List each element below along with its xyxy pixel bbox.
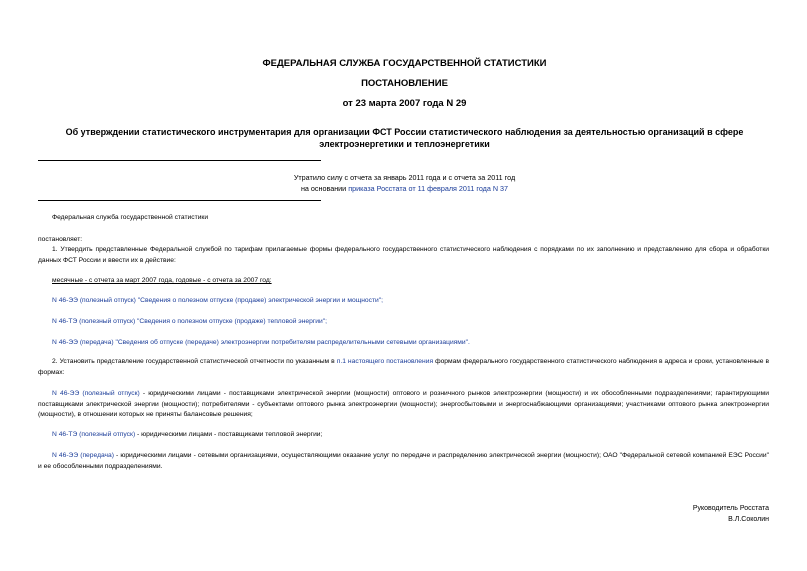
issuer-text: Федеральная служба государственной статистики bbox=[52, 214, 209, 221]
signature-position: Руководитель Росстата bbox=[692, 505, 769, 512]
document-title-line1: Об утверждении статистического инструментария для организации ФСТ России статистического наблюдения за деятельностью организаций в сфере bbox=[65, 127, 744, 137]
respondents-46ee-transfer-text: - юридическими лицами - сетевыми организациями, осуществляющими оказание услуг по передаче и распределению электрической энергии (мощности); ОАО "Федеральной сетевой компанией ЕЭС России" и ее обособленными подразделениями. bbox=[38, 452, 769, 470]
respondents-46ee-transfer bbox=[38, 451, 769, 472]
resolves-text: постановляет: bbox=[38, 236, 83, 243]
item-2-prefix: 2. Установить представление государственной статистической отчетности по указанным в bbox=[52, 358, 337, 365]
agency-name: ФЕДЕРАЛЬНАЯ СЛУЖБА ГОСУДАРСТВЕННОЙ СТАТИСТИКИ bbox=[262, 58, 547, 69]
form-46ee-transfer-ref-link[interactable]: N 46-ЭЭ (передача) bbox=[52, 452, 114, 459]
document-date-number: от 23 марта 2007 года N 29 bbox=[342, 98, 467, 109]
respondents-46ee-useful bbox=[38, 389, 769, 421]
item-1-paragraph: 1. Утвердить представленные Федеральной службой по тарифам прилагаемые формы федерального государственного статистического наблюдения с порядками по их заполнению и представлению для сбора и обработки данных ФСТ России и ввести их в действие: bbox=[38, 246, 769, 264]
form-46te-useful-ref-link[interactable]: N 46-ТЭ (полезный отпуск) bbox=[52, 431, 136, 438]
divider-bottom bbox=[38, 200, 321, 201]
divider-top bbox=[38, 160, 321, 161]
respondents-46ee-useful-text: - юридическими лицами - поставщиками электрической энергии (мощности) оптового и розничного рынков электроэнергии (мощности) и их обособленными подразделениями; гарантирующими поставщиками электрической энергии (мощности); потребителями - субъектами оптового рынка электроэнергии (мощности); энергосбытовыми и энергоснабжающими организациями; участниками оптового рынка электроэнергии (мощности), в отношении которых не приняты балансовые решения; bbox=[38, 390, 769, 418]
item-2-suffix: формам федерального государственного статистического наблюдения в адреса и сроки, установленные в формах: bbox=[38, 358, 769, 376]
repeal-order-link[interactable]: приказа Росстата от 11 февраля 2011 года N 37 bbox=[348, 183, 509, 193]
respondents-46te-useful bbox=[38, 430, 769, 441]
periodicity-text: месячные - с отчета за март 2007 года, годовые - с отчета за 2007 год: bbox=[52, 277, 272, 284]
validity-note-line1: Утратило силу с отчета за январь 2011 года и с отчета за 2011 год bbox=[293, 173, 516, 182]
respondents-46te-useful-text: - юридическими лицами - поставщиками тепловой энергии; bbox=[135, 431, 323, 438]
validity-note-prefix: на основании bbox=[300, 183, 349, 193]
item-2-paragraph bbox=[38, 357, 769, 378]
validity-note bbox=[40, 173, 769, 194]
form-46ee-useful-ref-link[interactable]: N 46-ЭЭ (полезный отпуск) bbox=[52, 390, 140, 397]
form-46ee-transfer-link[interactable]: N 46-ЭЭ (передача) "Сведения об отпуске (передаче) электроэнергии потребителям распределительными сетевыми организациями". bbox=[52, 339, 470, 346]
validity-note-line2 bbox=[40, 184, 769, 195]
signature-name: В.Л.Соколин bbox=[728, 516, 769, 523]
signature-block bbox=[693, 503, 769, 525]
document-title-line2: электроэнергетики и теплоэнергетики bbox=[319, 139, 490, 149]
item-1-reference-link[interactable]: п.1 настоящего постановления bbox=[336, 358, 434, 365]
document-type: ПОСТАНОВЛЕНИЕ bbox=[361, 78, 448, 89]
document-title bbox=[40, 126, 769, 150]
form-46ee-useful-link[interactable]: N 46-ЭЭ (полезный отпуск) "Сведения о полезном отпуске (продаже) электрической энергии и мощности"; bbox=[52, 297, 383, 304]
form-46te-useful-link[interactable]: N 46-ТЭ (полезный отпуск) "Сведения о полезном отпуске (продаже) тепловой энергии"; bbox=[52, 318, 327, 325]
